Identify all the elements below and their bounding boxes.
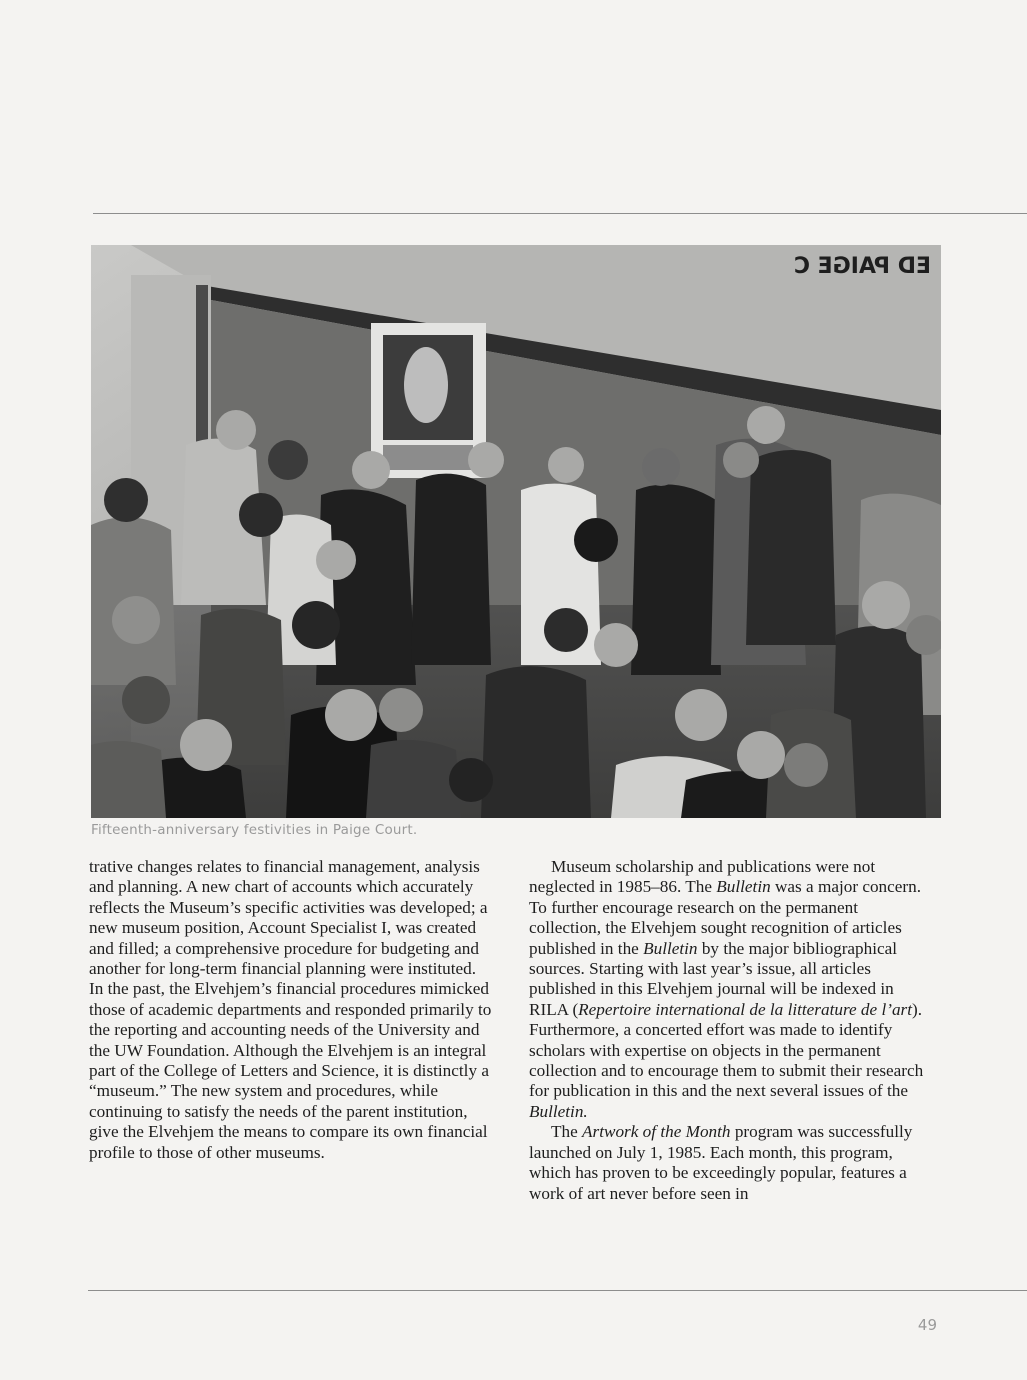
- italic-title: Artwork of the Month: [582, 1122, 731, 1142]
- photo-caption: Fifteenth-anniversary festivities in Paige Court.: [91, 822, 418, 838]
- text-run: program was successfully launched on July 1, 1985. Each month, this program, which has proven to be exceedingly popular, features a work of art never before seen in: [529, 1122, 913, 1203]
- top-rule: [93, 213, 1027, 214]
- text-run: ). Furthermore, a concerted effort was made to identify scholars with expertise on objects in the permanent collection and to encourage them to submit their research for publication in this and the next several issues of the: [529, 999, 924, 1101]
- left-paragraph: [89, 857, 494, 1163]
- right-paragraph-2: [529, 1122, 934, 1204]
- text-run: Museum scholarship and publications were not neglected in 1985–86. The: [529, 857, 876, 897]
- italic-title: Bulletin: [643, 938, 698, 958]
- left-paragraph-text: trative changes relates to financial management, analysis and planning. A new chart of accounts which accurately reflects the Museum’s specific activities was developed; a new museum position, Account Specialist I, was created and filled; a comprehensive procedure for budgeting and another for long-term financial planning were instituted. In the past, the Elvehjem’s financial procedures mimicked those of academic departments and responded primarily to the reporting and accounting needs of the University and the UW Foundation. Although the Elvehjem is an integral part of the College of Letters and Science, it is distinctly a “museum.” The new system and procedures, while continuing to satisfy the needs of the parent institution, give the Elvehjem the means to compare its own financial profile to those of other museums.: [89, 857, 492, 1162]
- crowd-photo: [91, 245, 941, 818]
- text-run: was a major concern. To further encourage research on the permanent collection, the Elvehjem sought recognition of articles published in the: [529, 877, 922, 958]
- wall-sign-text: ED PAIGE C: [793, 254, 931, 279]
- italic-title: Bulletin.: [529, 1101, 588, 1121]
- text-run: The: [551, 1122, 583, 1142]
- page-number: 49: [917, 1316, 937, 1334]
- bottom-rule: [88, 1290, 1027, 1291]
- italic-title: Repertoire international de la litterature de l’art: [578, 999, 913, 1019]
- right-column: [529, 857, 934, 1204]
- text-run: by the major bibliographical sources. Starting with last year’s issue, all articles published in this Elvehjem journal will be indexed in RILA (: [529, 938, 898, 1019]
- left-column: [89, 857, 494, 1163]
- italic-title: Bulletin: [716, 877, 771, 897]
- right-paragraph-1: [529, 857, 934, 1122]
